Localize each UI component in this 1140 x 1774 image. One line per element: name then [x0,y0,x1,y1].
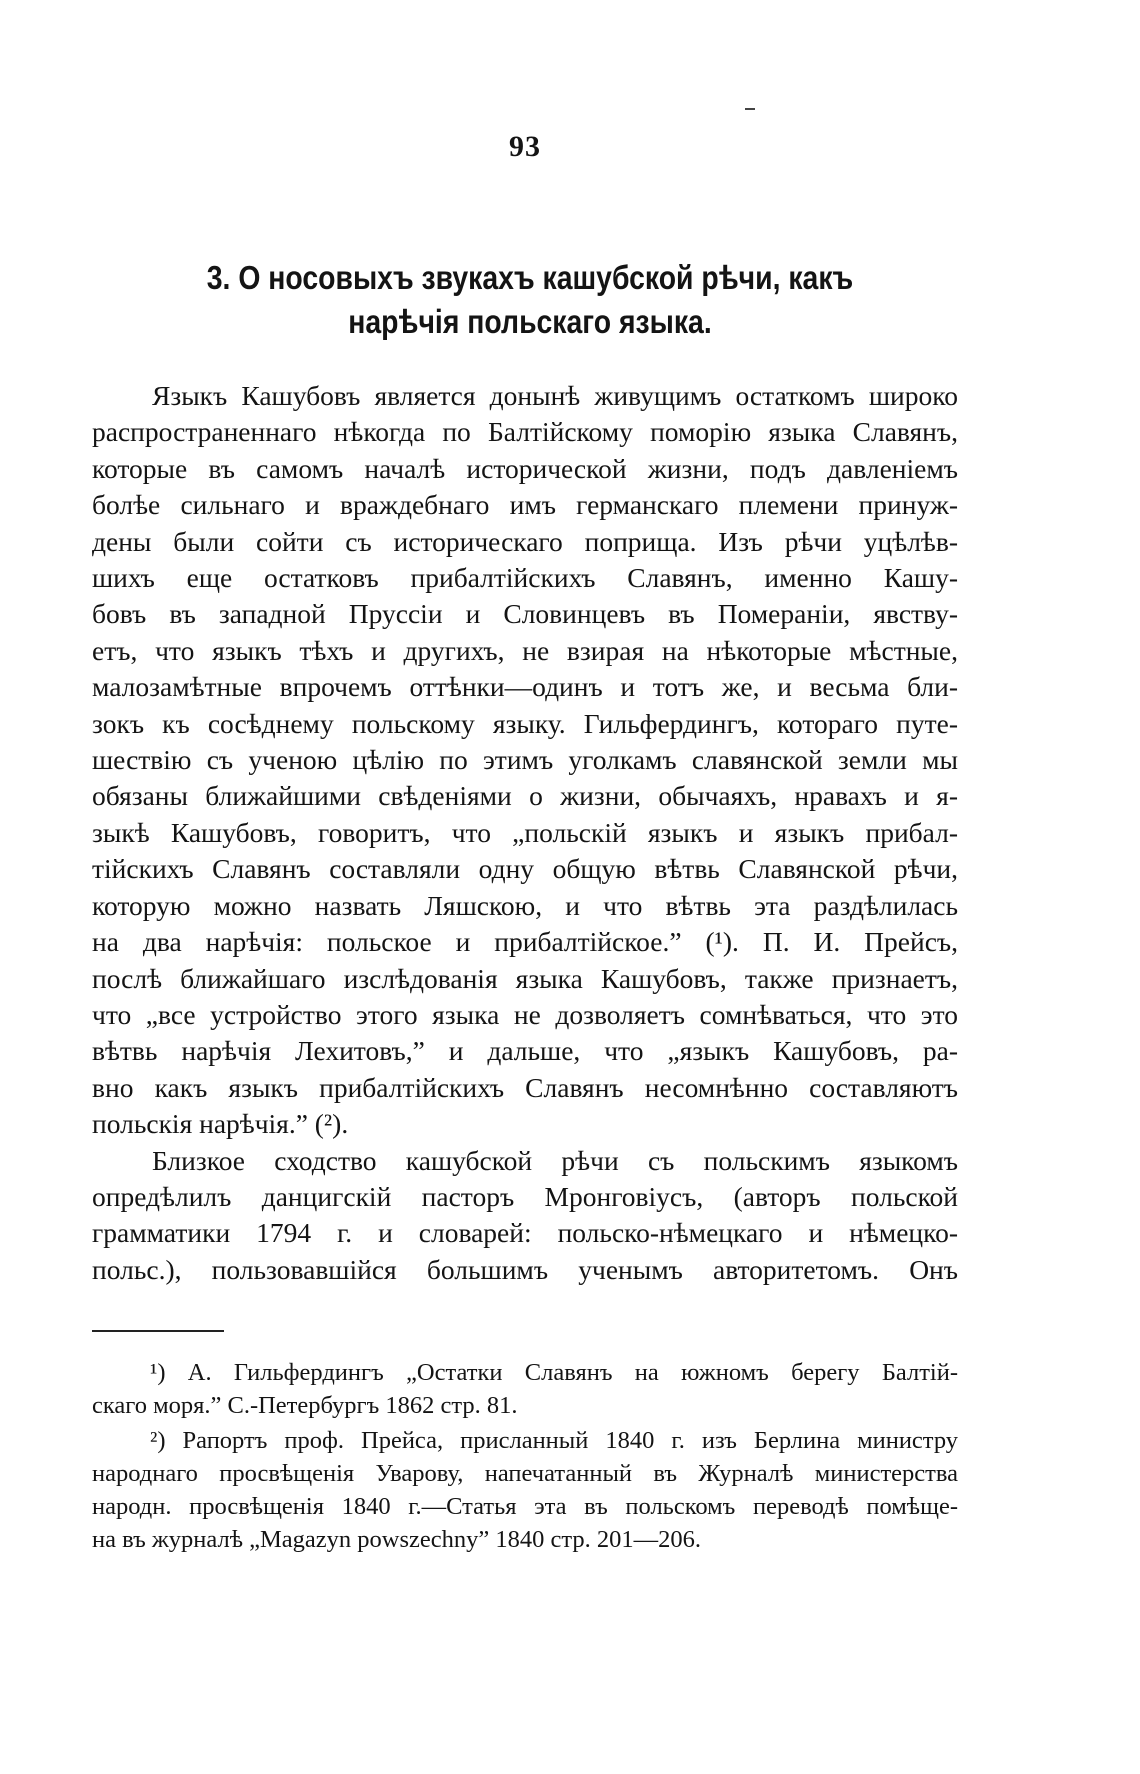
text-line: вѣтвь нарѣчія Лехитовъ,” и дальше, что „языкъ Кашубовъ, ра- [92,1035,958,1067]
paragraph-1 [92,378,958,1143]
text-line: грамматики 1794 г. и словарей: польско-нѣмецкаго и нѣмецко- [92,1217,958,1249]
text-line: бовъ въ западной Пруссіи и Словинцевъ въ Помераніи, явству- [92,598,958,630]
text-line: Языкъ Кашубовъ является донынѣ живущимъ остаткомъ широко [152,380,958,411]
text-line: зыкѣ Кашубовъ, говоритъ, что „польскій языкъ и языкъ прибал- [92,816,958,848]
text-line: шествію съ ученою цѣлію по этимъ уголкамъ славянской земли мы [92,744,958,776]
body-text [92,378,958,1288]
text-line: Близкое сходство кашубской рѣчи съ польскимъ языкомъ [152,1144,958,1176]
footnote-1 [92,1356,958,1422]
text-line: шихъ еще остатковъ прибалтійскихъ Славянъ, именно Кашу- [92,562,958,594]
print-speck [745,108,755,110]
footnotes [92,1356,958,1558]
text-line: малозамѣтные впрочемъ оттѣнки—одинъ и тотъ же, и весьма бли- [92,671,958,703]
footnote-line: народнаго просвѣщенія Уварову, напечатанный въ Журналѣ министерства [92,1460,958,1487]
text-line: польс.), пользовавшійся большимъ ученымъ авторитетомъ. Онъ [92,1253,958,1285]
text-line: зокъ къ сосѣднему польскому языку. Гильфердингъ, котораго путе- [92,707,958,739]
text-line: вно какъ языкъ прибалтійскихъ Славянъ несомнѣнно составляютъ [92,1071,958,1103]
footnote-divider [92,1330,224,1332]
text-line: болѣе сильнаго и враждебнаго имъ германскаго племени принуж- [92,489,958,521]
footnote-2 [92,1424,958,1556]
text-line: на два нарѣчія: польское и прибалтійское.” (¹). П. И. Прейсъ, [92,926,958,958]
text-line: дены были сойти съ историческаго поприща. Изъ рѣчи уцѣлѣв- [92,525,958,557]
paragraph-2 [92,1143,958,1289]
heading-line-2: нарѣчія польскаго языка. [348,303,712,340]
page-number: 93 [509,130,541,163]
footnote-line: народн. просвѣщенія 1840 г.—Статья эта въ польскомъ переводѣ помѣще- [92,1493,958,1520]
text-line: етъ, что языкъ тѣхъ и другихъ, не взирая на нѣкоторые мѣстные, [92,634,958,666]
text-line: что „все устройство этого языка не дозволяетъ сомнѣваться, что это [92,998,958,1030]
footnote-line: на въ журналѣ „Magazyn powszechny” 1840 стр. 201—206. [92,1526,702,1553]
heading-line-1: 3. О носовыхъ звукахъ кашубской рѣчи, какъ [206,259,854,296]
footnote-line: ¹) А. Гильфердингъ „Остатки Славянъ на южномъ берегу Балтій- [150,1359,958,1386]
text-line: опредѣлилъ данцигскій пасторъ Мронговіусъ, (авторъ польской [92,1180,958,1212]
text-line: которую можно назвать Ляшскою, и что вѣтвь эта раздѣлилась [92,889,958,921]
text-line: тійскихъ Славянъ составляли одну общую вѣтвь Славянской рѣчи, [92,853,958,885]
footnote-line: скаго моря.” С.-Петербургъ 1862 стр. 81. [92,1392,518,1419]
text-line: польскія нарѣчія.” (²). [92,1108,349,1140]
section-heading [195,256,866,344]
text-line: которые въ самомъ началѣ исторической жизни, подъ давленіемъ [92,452,958,484]
text-line: послѣ ближайшаго изслѣдованія языка Кашубовъ, также признаетъ, [92,962,958,994]
text-line: обязаны ближайшими свѣденіями о жизни, обычаяхъ, нравахъ и я- [92,780,958,812]
text-line: распространеннаго нѣкогда по Балтійскому поморію языка Славянъ, [92,416,958,448]
footnote-line: ²) Рапортъ проф. Прейса, присланный 1840 г. изъ Берлина министру [150,1427,958,1454]
